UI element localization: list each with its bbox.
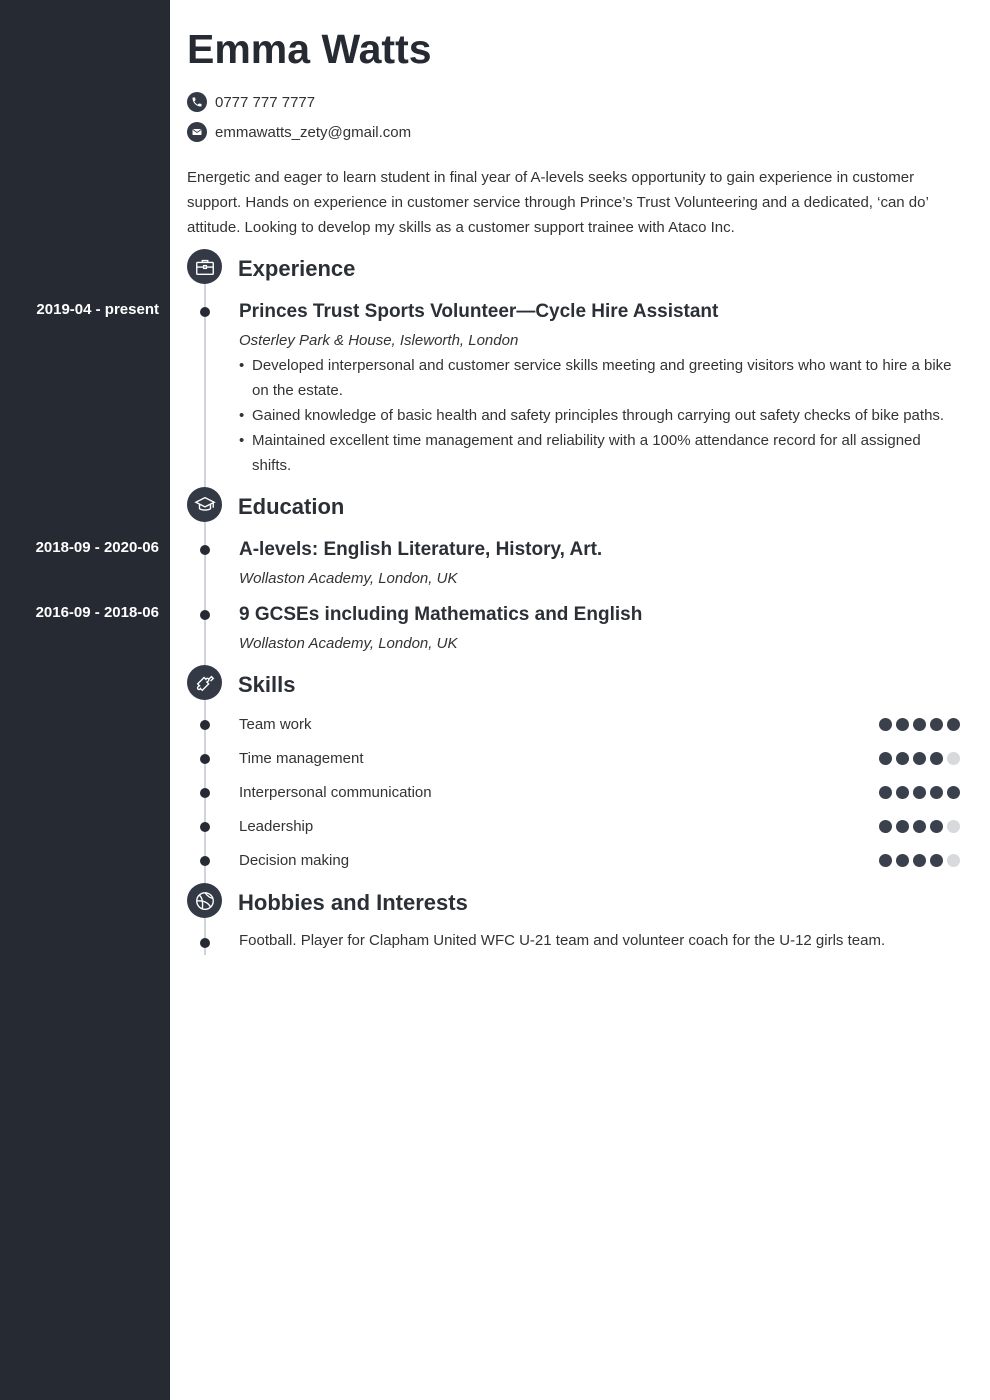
- education-school: Wollaston Academy, London, UK: [239, 570, 458, 587]
- education-school: Wollaston Academy, London, UK: [239, 635, 458, 652]
- contact-email: [187, 122, 411, 142]
- rating-dot-filled: [896, 854, 909, 867]
- graduation-cap-icon: [187, 487, 222, 522]
- rating-dot-filled: [930, 786, 943, 799]
- rating-dot-filled: [896, 752, 909, 765]
- skill-rating: [879, 786, 960, 799]
- skill-name: Decision making: [239, 852, 350, 869]
- skill-rating: [879, 718, 960, 731]
- skills-heading: Skills: [238, 672, 296, 697]
- rating-dot-filled: [879, 820, 892, 833]
- phone-icon: [187, 92, 207, 112]
- skill-rating: [879, 752, 960, 765]
- experience-job-title: Princes Trust Sports Volunteer—Cycle Hire Assistant: [239, 301, 719, 322]
- timeline-dot: [200, 307, 210, 317]
- education-date: 2018-09 - 2020-06: [35, 539, 159, 556]
- experience-heading: Experience: [238, 256, 356, 281]
- rating-dot-filled: [879, 718, 892, 731]
- bullet-item: • Maintained excellent time management and reliability with a 100% attendance record for all assigned shifts.: [239, 428, 961, 478]
- rating-dot-filled: [879, 786, 892, 799]
- puzzle-icon: [187, 665, 222, 700]
- timeline-dot: [200, 610, 210, 620]
- skill-name: Leadership: [239, 818, 314, 835]
- education-heading: Education: [238, 494, 345, 519]
- phone-number[interactable]: 0777 777 7777: [215, 93, 316, 111]
- rating-dot-filled: [896, 820, 909, 833]
- contact-phone: [187, 92, 315, 112]
- experience-location: Osterley Park & House, Isleworth, London: [239, 332, 519, 349]
- rating-dot-filled: [947, 718, 960, 731]
- rating-dot-filled: [913, 718, 926, 731]
- skill-name: Team work: [239, 716, 312, 733]
- timeline-dot: [200, 754, 210, 764]
- basketball-icon: [187, 883, 222, 918]
- timeline-dot: [200, 938, 210, 948]
- skill-rating: [879, 854, 960, 867]
- hobbies-heading: Hobbies and Interests: [238, 890, 468, 915]
- education-title: 9 GCSEs including Mathematics and English: [239, 604, 643, 625]
- rating-dot-filled: [913, 786, 926, 799]
- timeline-dot: [200, 720, 210, 730]
- timeline-dot: [200, 856, 210, 866]
- rating-dot-filled: [913, 752, 926, 765]
- rating-dot-filled: [930, 854, 943, 867]
- rating-dot-filled: [879, 854, 892, 867]
- rating-dot-filled: [913, 854, 926, 867]
- hobby-item: Football. Player for Clapham United WFC U-21 team and volunteer coach for the U-12 girls team.: [239, 932, 886, 949]
- skill-name: Time management: [239, 750, 364, 767]
- rating-dot-filled: [930, 752, 943, 765]
- timeline-dot: [200, 822, 210, 832]
- rating-dot-filled: [930, 718, 943, 731]
- skill-rating: [879, 820, 960, 833]
- rating-dot-filled: [913, 820, 926, 833]
- rating-dot-empty: [947, 752, 960, 765]
- rating-dot-filled: [947, 786, 960, 799]
- education-title: A-levels: English Literature, History, Art.: [239, 539, 603, 560]
- bullet-item: • Gained knowledge of basic health and safety principles through carrying out safety checks of bike paths.: [239, 403, 961, 428]
- experience-date: 2019-04 - present: [36, 301, 159, 318]
- email-address[interactable]: emmawatts_zety@gmail.com: [215, 123, 412, 141]
- envelope-icon: [187, 122, 207, 142]
- sidebar: [0, 0, 170, 1400]
- timeline-dot: [200, 788, 210, 798]
- timeline-dot: [200, 545, 210, 555]
- rating-dot-empty: [947, 820, 960, 833]
- rating-dot-filled: [879, 752, 892, 765]
- candidate-name: Emma Watts: [187, 26, 432, 72]
- rating-dot-filled: [896, 786, 909, 799]
- rating-dot-filled: [896, 718, 909, 731]
- bullet-item: • Developed interpersonal and customer service skills meeting and greeting visitors who want to hire a bike on the estate.: [239, 353, 961, 403]
- rating-dot-empty: [947, 854, 960, 867]
- skill-name: Interpersonal communication: [239, 784, 432, 801]
- experience-bullets: [239, 353, 961, 478]
- summary-text: Energetic and eager to learn student in final year of A-levels seeks opportunity to gain experience in customer support. Hands on experience in customer service through Prince’s Trust Volunteering and a dedicated, ‘can do’ attitude. Looking to develop my skills as a customer support trainee with Ataco Inc.: [187, 169, 929, 236]
- briefcase-icon: [187, 249, 222, 284]
- education-date: 2016-09 - 2018-06: [35, 604, 159, 621]
- rating-dot-filled: [930, 820, 943, 833]
